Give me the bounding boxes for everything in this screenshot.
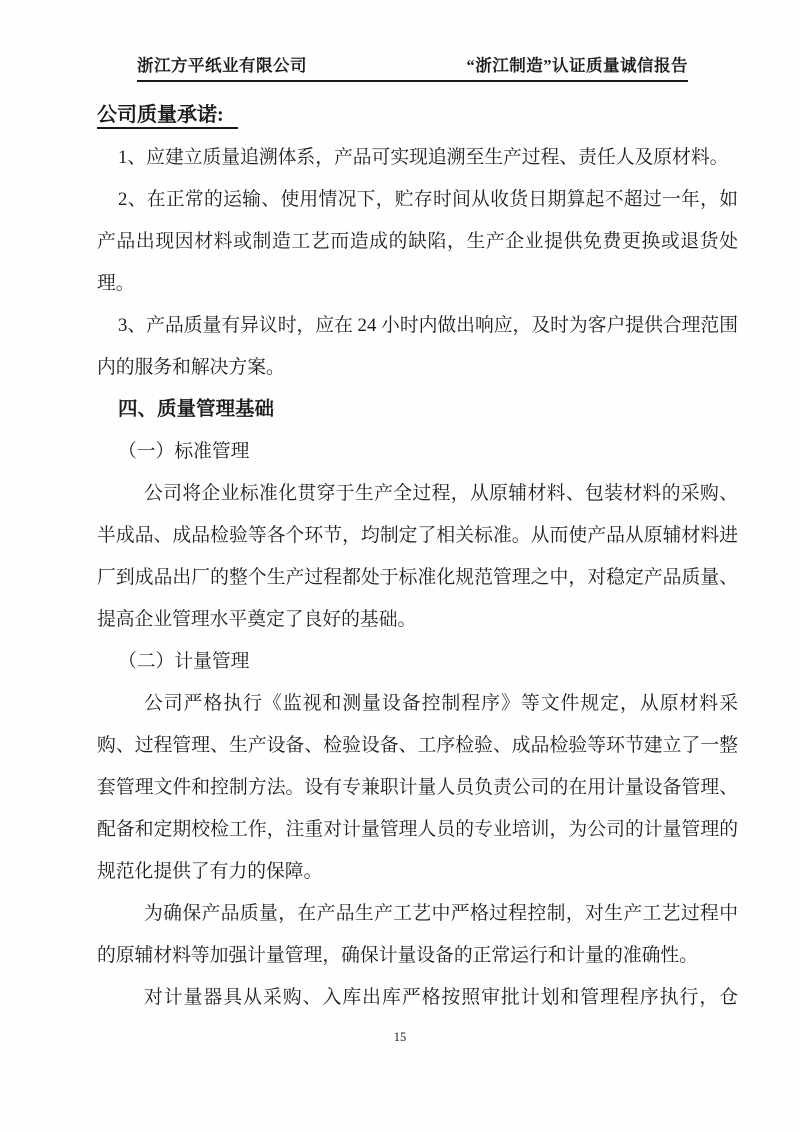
paragraph-metrology-1: 公司严格执行《监视和测量设备控制程序》等文件规定，从原材料采购、过程管理、生产设备、检验设备、工序检验、成品检验等环节建立了一整套管理文件和控制方法。设有专兼职计量人员负责公司的在用计量设备管理、配备和定期校检工作，注重对计量管理人员的专业培训，为公司的计量管理的规范化提供了有力的保障。 — [97, 693, 738, 882]
document-body — [97, 94, 738, 1019]
commitment-title-line — [97, 94, 738, 137]
paragraph-standards: 公司将企业标准化贯穿于生产全过程，从原辅材料、包装材料的采购、半成品、成品检验等各个环节，均制定了相关标准。从而使产品从原辅材料进厂到成品出厂的整个生产过程都处于标准化规范管理之中，对稳定产品质量、提高企业管理水平奠定了良好的基础。 — [97, 483, 738, 630]
page-number: 15 — [393, 1030, 407, 1044]
subsection-heading-standards: （一）标准管理 — [118, 441, 250, 462]
header-report-title: “浙江制造”认证质量诚信报告 — [466, 56, 688, 75]
paragraph-metrology-2: 为确保产品质量，在产品生产工艺中严格过程控制，对生产工艺过程中的原辅材料等加强计量管理，确保计量设备的正常运行和计量的准确性。 — [97, 903, 738, 966]
section-heading: 四、质量管理基础 — [118, 399, 275, 420]
header-company-name: 浙江方平纸业有限公司 — [137, 56, 307, 75]
commitment-item-2: 2、在正常的运输、使用情况下，贮存时间从收货日期算起不超过一年，如产品出现因材料或制造工艺而造成的缺陷，生产企业提供免费更换或退货处理。 — [97, 189, 738, 294]
commitment-title: 公司质量承诺: — [97, 104, 238, 129]
paragraph-metrology-3: 对计量器具从采购、入库出库严格按照审批计划和管理程序执行，仓 — [144, 987, 738, 1008]
commitment-item-3: 3、产品质量有异议时，应在 24 小时内做出响应，及时为客户提供合理范围内的服务和解决方案。 — [97, 315, 738, 378]
commitment-item-1: 1、应建立质量追溯体系，产品可实现追溯至生产过程、责任人及原材料。 — [118, 147, 729, 168]
page-header — [137, 52, 688, 82]
subsection-heading-metrology: （二）计量管理 — [118, 651, 250, 672]
page-footer — [0, 1030, 800, 1045]
